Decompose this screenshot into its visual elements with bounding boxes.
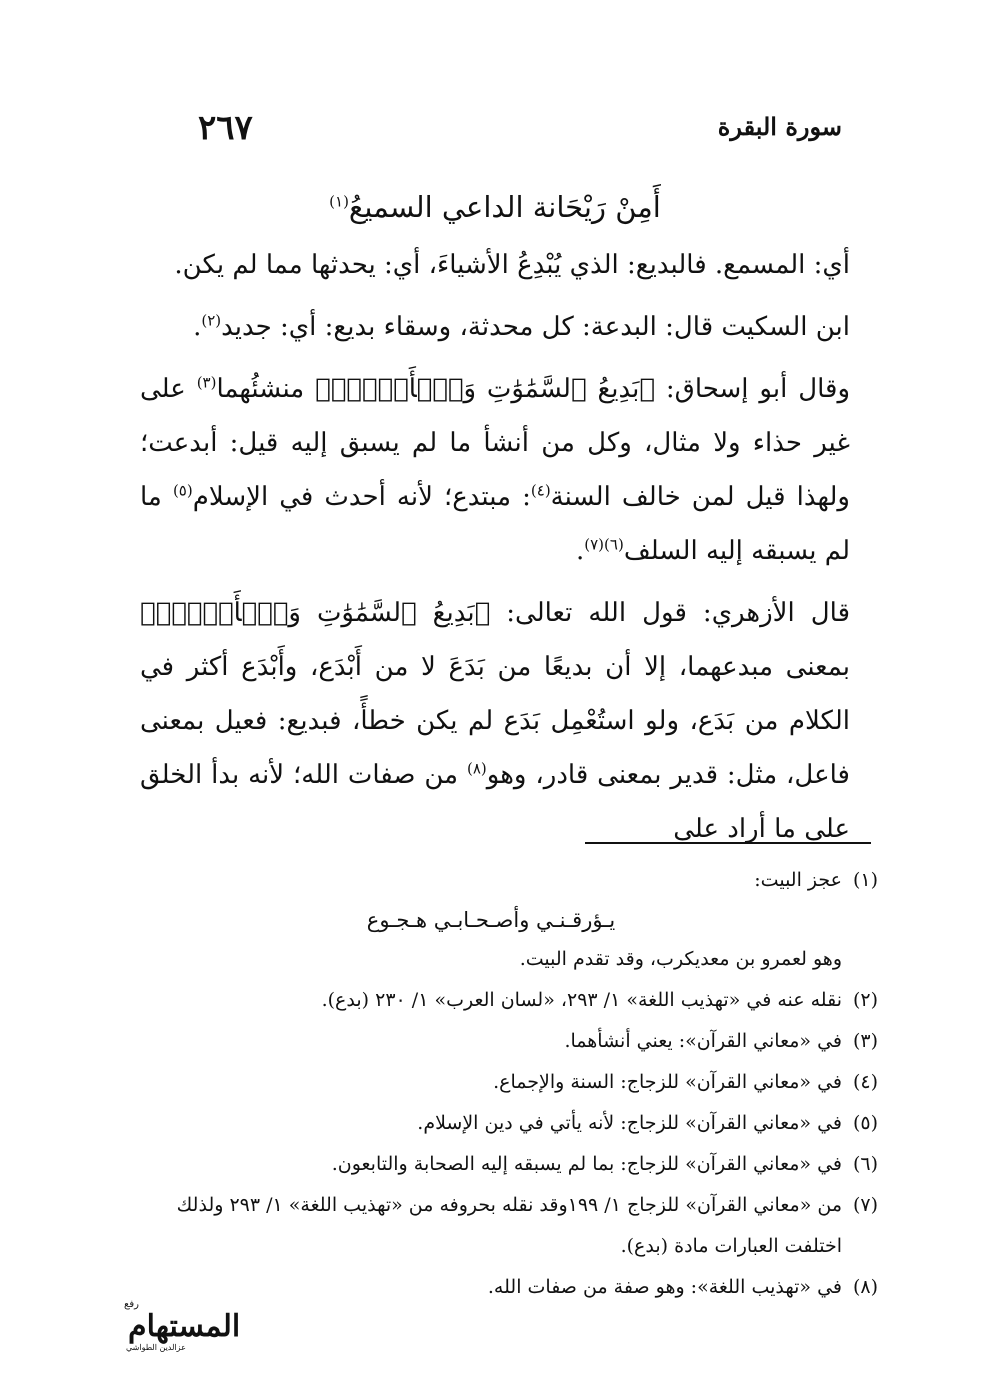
footnote-text: في «معاني القرآن»: يعني أنشأهما.: [564, 1030, 842, 1052]
text-run: .: [575, 536, 585, 566]
running-header-surah: سورة البقرة: [717, 112, 842, 141]
footnote-text: من «معاني القرآن» للزجاج ١/ ١٩٩وقد نقله بحروفه من «تهذيب اللغة» ١/ ٢٩٣ ولذلك اختلفت العبارات مادة (بدع).: [176, 1194, 842, 1257]
footnote-number: (٣): [852, 1030, 878, 1052]
footnote-1: [140, 860, 878, 901]
footnote-6: [140, 1144, 878, 1185]
footnote-number: (٦): [852, 1153, 878, 1175]
text-run: ما لم يسبقه إليه السلف: [140, 482, 850, 566]
footnote-number: (٢): [852, 989, 878, 1011]
footnote-ref: (٦)(٧): [584, 535, 624, 554]
library-stamp-logo: [6, 1294, 241, 1354]
footnote-number: (٤): [852, 1071, 878, 1093]
text-run: : مبتدع؛ لأنه أحدث في الإسلام: [192, 482, 531, 512]
footnote-text: في «تهذيب اللغة»: وهو صفة من صفات الله.: [487, 1276, 842, 1298]
page-number: ٢٦٧: [198, 108, 253, 148]
text-run: .: [193, 312, 202, 342]
footnote-number: (٧): [852, 1194, 878, 1216]
footnote-number: (١): [852, 869, 878, 891]
poem-hemistich: يـؤرقـنـي وأصـحـابـي هـجـوع: [366, 908, 616, 932]
footnote-ref: (٥): [172, 481, 193, 500]
verse-line: [140, 190, 850, 224]
footnote-ref: (٢): [201, 311, 222, 330]
main-text: [140, 238, 850, 856]
footnote-5: [140, 1103, 878, 1144]
stamp-top-text: رفع: [124, 1299, 139, 1310]
footnote-3: [140, 1021, 878, 1062]
footnote-ref: (١): [329, 192, 349, 211]
footnote-text: في «معاني القرآن» للزجاج: لأنه يأتي في دين الإسلام.: [417, 1112, 842, 1134]
footnote-number: (٥): [852, 1112, 878, 1134]
paragraph: [140, 362, 850, 578]
footnote-ref: (٨): [467, 759, 487, 778]
footnote-7: [140, 1185, 878, 1267]
text-run: على غير حذاء ولا مثال، وكل من أنشأ ما لم يسبق إليه قيل: أبدعت؛ ولهذا قيل لمن خالف السنة: [140, 374, 850, 512]
stamp-main-text: المستهام: [128, 1309, 241, 1344]
paragraph: [140, 300, 850, 354]
footnote-8: [140, 1267, 878, 1308]
footnote-text: عجز البيت:: [754, 869, 842, 891]
text-run: من صفات الله؛ لأنه بدأ الخلق على ما أراد على: [140, 760, 850, 844]
footnote-ref: (٤): [530, 481, 551, 500]
footnote-separator: [585, 842, 871, 844]
footnote-text: في «معاني القرآن» للزجاج: السنة والإجماع.: [493, 1071, 842, 1093]
text-run: ابن السكيت قال: البدعة: كل محدثة، وسقاء بديع: أي: جديد: [221, 312, 850, 342]
footnote-subline: وهو لعمرو بن معديكرب، وقد تقدم البيت.: [519, 948, 842, 970]
footnotes: [140, 860, 878, 1308]
footnote-ref: (٣): [196, 373, 217, 392]
footnote-2: [140, 980, 878, 1021]
text-run: وقال أبو إسحاق: ﴿بَدِيعُ ٱلسَّمَٰوَٰتِ وَٱلۡأَرۡضِۖ﴾ منشئُهما: [216, 374, 850, 404]
text-run: قال الأزهري: قول الله تعالى: ﴿بَدِيعُ ٱلسَّمَٰوَٰتِ وَٱلۡأَرۡضِۖ﴾ بمعنى مبدعهما، إلا أن بديعًا من بَدَعَ لا من أَبْدَع، وأَبْدَع أكثر في الكلام من بَدَع، ولو استُعْمِل بَدَع لم يكن خطأً، فبديع: فعيل بمعنى فاعل، مثل: قدير بمعنى قادر، وهو: [140, 598, 851, 790]
footnote-text: نقله عنه في «تهذيب اللغة» ١/ ٢٩٣، «لسان العرب» ١/ ٢٣٠ (بدع).: [321, 989, 842, 1011]
footnote-number: (٨): [852, 1276, 878, 1298]
verse-text: أَمِنْ رَيْحَانة الداعي السميعُ: [348, 190, 661, 224]
paragraph: [140, 586, 850, 856]
text-run: أي: المسمع. فالبديع: الذي يُبْدِعُ الأشياءَ، أي: يحدثها مما لم يكن.: [174, 250, 850, 280]
stamp-small-text: عزالدين الطواشي: [126, 1343, 186, 1352]
footnote-4: [140, 1062, 878, 1103]
footnote-text: في «معاني القرآن» للزجاج: بما لم يسبقه إليه الصحابة والتابعون.: [331, 1153, 842, 1175]
paragraph: [140, 238, 850, 292]
